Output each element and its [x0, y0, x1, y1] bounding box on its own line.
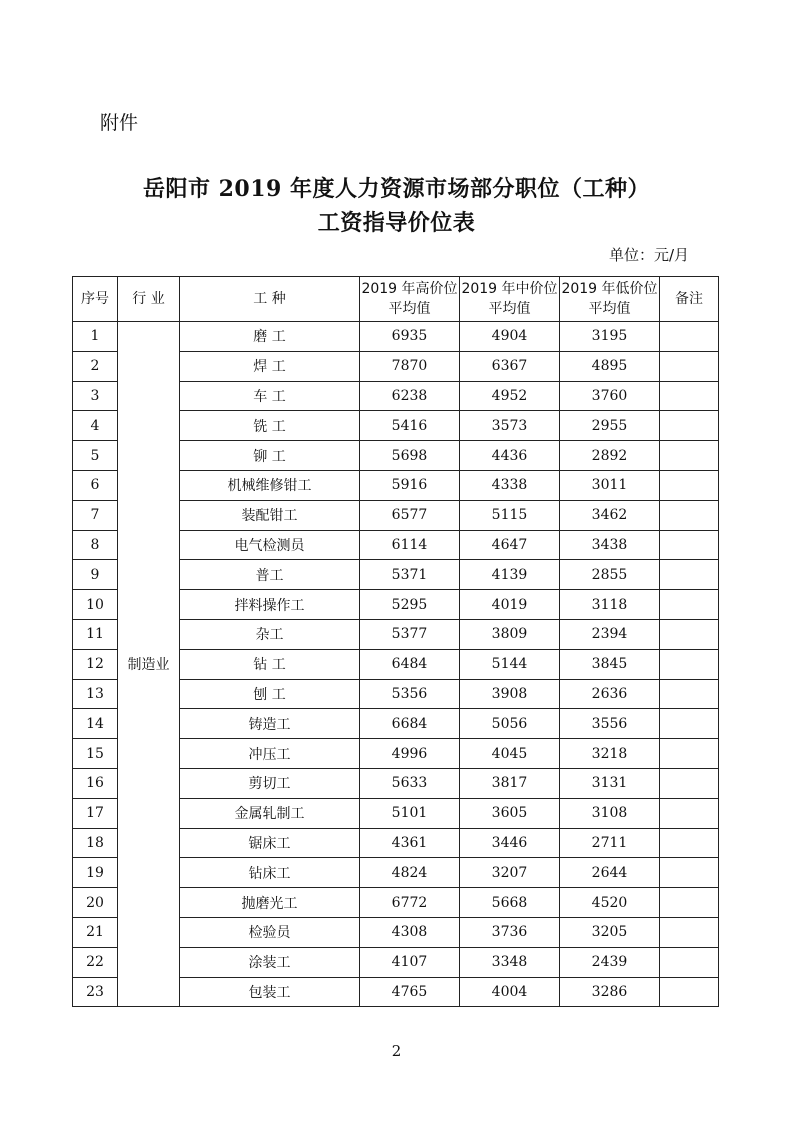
- row-number: 17: [73, 798, 118, 828]
- low-wage: 3205: [560, 917, 660, 947]
- remark-cell: [660, 530, 719, 560]
- row-number: 7: [73, 500, 118, 530]
- remark-cell: [660, 917, 719, 947]
- document-title: 岳阳市 2019 年度人力资源市场部分职位（工种）: [142, 176, 651, 202]
- mid-wage: 4004: [460, 977, 560, 1007]
- low-wage: 2955: [560, 411, 660, 441]
- mid-wage: 5056: [460, 709, 560, 739]
- row-number: 16: [73, 768, 118, 798]
- high-wage: 6484: [360, 649, 460, 679]
- job-name: 钻床工: [180, 858, 360, 888]
- mid-wage: 5115: [460, 500, 560, 530]
- high-wage: 5916: [360, 470, 460, 500]
- job-name: 剪切工: [180, 768, 360, 798]
- high-wage: 4765: [360, 977, 460, 1007]
- low-wage: 2855: [560, 560, 660, 590]
- remark-cell: [660, 679, 719, 709]
- remark-cell: [660, 768, 719, 798]
- job-name: 包装工: [180, 977, 360, 1007]
- remark-cell: [660, 977, 719, 1007]
- row-number: 11: [73, 619, 118, 649]
- industry-cell: 制造业: [118, 322, 180, 1007]
- mid-wage: 3736: [460, 917, 560, 947]
- mid-wage: 3817: [460, 768, 560, 798]
- high-wage: 7870: [360, 351, 460, 381]
- mid-wage: 3348: [460, 947, 560, 977]
- table-header-row: [73, 277, 719, 322]
- remark-cell: [660, 798, 719, 828]
- col-header-no: 序号: [73, 277, 118, 322]
- row-number: 14: [73, 709, 118, 739]
- mid-wage: 4904: [460, 322, 560, 352]
- unit-label: 单位：元/月: [608, 246, 689, 264]
- row-number: 21: [73, 917, 118, 947]
- job-name: 锯床工: [180, 828, 360, 858]
- low-wage: 2644: [560, 858, 660, 888]
- high-wage: 6772: [360, 888, 460, 918]
- high-wage: 6577: [360, 500, 460, 530]
- high-wage: 5416: [360, 411, 460, 441]
- job-name: 抛磨光工: [180, 888, 360, 918]
- mid-wage: 5144: [460, 649, 560, 679]
- remark-cell: [660, 858, 719, 888]
- mid-wage: 3809: [460, 619, 560, 649]
- mid-wage: 4045: [460, 739, 560, 769]
- page-number: 2: [391, 1042, 402, 1060]
- high-wage: 4361: [360, 828, 460, 858]
- job-name: 车 工: [180, 381, 360, 411]
- col-header-low: 2019 年低价位平均值: [560, 277, 660, 322]
- row-number: 9: [73, 560, 118, 590]
- job-name: 刨 工: [180, 679, 360, 709]
- row-number: 2: [73, 351, 118, 381]
- remark-cell: [660, 739, 719, 769]
- job-name: 铸造工: [180, 709, 360, 739]
- job-name: 装配钳工: [180, 500, 360, 530]
- job-name: 电气检测员: [180, 530, 360, 560]
- mid-wage: 4019: [460, 590, 560, 620]
- high-wage: 5377: [360, 619, 460, 649]
- high-wage: 5371: [360, 560, 460, 590]
- low-wage: 3218: [560, 739, 660, 769]
- mid-wage: 3207: [460, 858, 560, 888]
- high-wage: 5633: [360, 768, 460, 798]
- row-number: 4: [73, 411, 118, 441]
- col-header-high: 2019 年高价位平均值: [360, 277, 460, 322]
- high-wage: 5295: [360, 590, 460, 620]
- high-wage: 4824: [360, 858, 460, 888]
- row-number: 12: [73, 649, 118, 679]
- row-number: 8: [73, 530, 118, 560]
- high-wage: 5698: [360, 441, 460, 471]
- remark-cell: [660, 381, 719, 411]
- low-wage: 3195: [560, 322, 660, 352]
- high-wage: 5101: [360, 798, 460, 828]
- row-number: 6: [73, 470, 118, 500]
- row-number: 15: [73, 739, 118, 769]
- low-wage: 3131: [560, 768, 660, 798]
- low-wage: 3286: [560, 977, 660, 1007]
- job-name: 普工: [180, 560, 360, 590]
- mid-wage: 4338: [460, 470, 560, 500]
- job-name: 涂装工: [180, 947, 360, 977]
- remark-cell: [660, 560, 719, 590]
- row-number: 13: [73, 679, 118, 709]
- low-wage: 3011: [560, 470, 660, 500]
- low-wage: 4520: [560, 888, 660, 918]
- wage-table: [72, 276, 719, 1007]
- table-body: [73, 322, 719, 1007]
- row-number: 22: [73, 947, 118, 977]
- mid-wage: 3573: [460, 411, 560, 441]
- low-wage: 2394: [560, 619, 660, 649]
- low-wage: 3556: [560, 709, 660, 739]
- remark-cell: [660, 947, 719, 977]
- row-number: 19: [73, 858, 118, 888]
- mid-wage: 4647: [460, 530, 560, 560]
- job-name: 铣 工: [180, 411, 360, 441]
- low-wage: 3760: [560, 381, 660, 411]
- remark-cell: [660, 888, 719, 918]
- remark-cell: [660, 590, 719, 620]
- high-wage: 6684: [360, 709, 460, 739]
- job-name: 机械维修钳工: [180, 470, 360, 500]
- low-wage: 3108: [560, 798, 660, 828]
- low-wage: 2439: [560, 947, 660, 977]
- high-wage: 6935: [360, 322, 460, 352]
- col-header-job: 工 种: [180, 277, 360, 322]
- low-wage: 2636: [560, 679, 660, 709]
- col-header-remark: 备注: [660, 277, 719, 322]
- low-wage: 3462: [560, 500, 660, 530]
- low-wage: 2892: [560, 441, 660, 471]
- high-wage: 4308: [360, 917, 460, 947]
- low-wage: 3438: [560, 530, 660, 560]
- job-name: 金属轧制工: [180, 798, 360, 828]
- job-name: 钻 工: [180, 649, 360, 679]
- job-name: 检验员: [180, 917, 360, 947]
- mid-wage: 6367: [460, 351, 560, 381]
- row-number: 1: [73, 322, 118, 352]
- high-wage: 6238: [360, 381, 460, 411]
- remark-cell: [660, 351, 719, 381]
- low-wage: 4895: [560, 351, 660, 381]
- mid-wage: 5668: [460, 888, 560, 918]
- row-number: 5: [73, 441, 118, 471]
- mid-wage: 4139: [460, 560, 560, 590]
- mid-wage: 4952: [460, 381, 560, 411]
- col-header-industry: 行 业: [118, 277, 180, 322]
- job-name: 拌料操作工: [180, 590, 360, 620]
- job-name: 杂工: [180, 619, 360, 649]
- row-number: 3: [73, 381, 118, 411]
- low-wage: 3845: [560, 649, 660, 679]
- remark-cell: [660, 619, 719, 649]
- job-name: 焊 工: [180, 351, 360, 381]
- mid-wage: 3446: [460, 828, 560, 858]
- high-wage: 6114: [360, 530, 460, 560]
- remark-cell: [660, 322, 719, 352]
- attachment-label: 附件: [100, 112, 139, 134]
- remark-cell: [660, 500, 719, 530]
- document-subtitle: 工资指导价位表: [317, 210, 476, 236]
- col-header-mid: 2019 年中价位平均值: [460, 277, 560, 322]
- mid-wage: 4436: [460, 441, 560, 471]
- job-name: 磨 工: [180, 322, 360, 352]
- remark-cell: [660, 709, 719, 739]
- job-name: 冲压工: [180, 739, 360, 769]
- job-name: 铆 工: [180, 441, 360, 471]
- remark-cell: [660, 411, 719, 441]
- row-number: 10: [73, 590, 118, 620]
- high-wage: 4996: [360, 739, 460, 769]
- row-number: 20: [73, 888, 118, 918]
- low-wage: 3118: [560, 590, 660, 620]
- remark-cell: [660, 649, 719, 679]
- mid-wage: 3908: [460, 679, 560, 709]
- high-wage: 4107: [360, 947, 460, 977]
- remark-cell: [660, 441, 719, 471]
- table-row: [73, 322, 719, 352]
- high-wage: 5356: [360, 679, 460, 709]
- low-wage: 2711: [560, 828, 660, 858]
- row-number: 18: [73, 828, 118, 858]
- row-number: 23: [73, 977, 118, 1007]
- mid-wage: 3605: [460, 798, 560, 828]
- remark-cell: [660, 470, 719, 500]
- remark-cell: [660, 828, 719, 858]
